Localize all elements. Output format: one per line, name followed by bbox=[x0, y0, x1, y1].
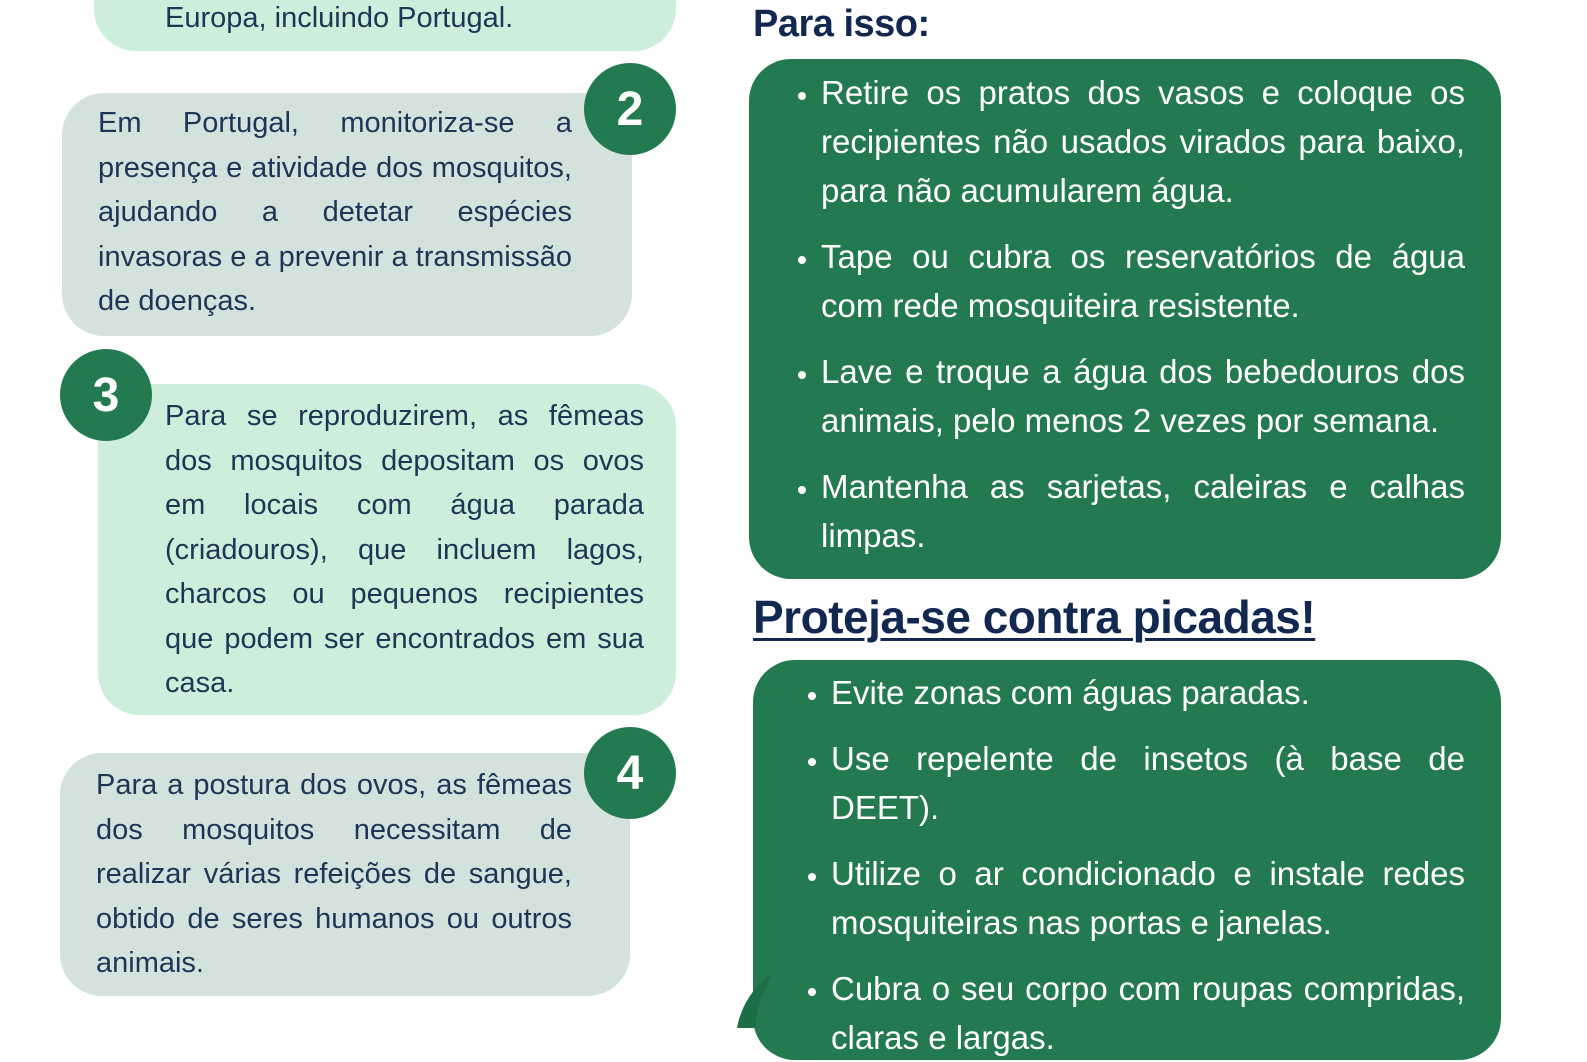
info-card-2 bbox=[62, 93, 632, 336]
step-number-4: 4 bbox=[584, 727, 676, 819]
info-card-1 bbox=[94, 0, 676, 51]
info-card-1-text: Europa, incluindo Portugal. bbox=[165, 2, 514, 34]
info-card-2-text: Em Portugal, monitoriza-se a presença e atividade dos mosquitos, ajudando a detetar espécies invasoras e a prevenir a transmissão de doenças. bbox=[98, 107, 572, 317]
prevention-list-item: • Retire os pratos dos vasos e coloque os recipientes não usados virados para baixo, para não acumularem água. bbox=[821, 68, 1465, 215]
prevention-list-item: • Lave e troque a água dos bebedouros dos animais, pelo menos 2 vezes por semana. bbox=[821, 347, 1465, 445]
prevention-list-item: • Tape ou cubra os reservatórios de água com rede mosquiteira resistente. bbox=[821, 232, 1465, 330]
step-number-3: 3 bbox=[60, 349, 152, 441]
protection-list-item: • Use repelente de insetos (à base de DEET). bbox=[831, 734, 1465, 832]
step-number-2: 2 bbox=[584, 63, 676, 155]
leaf-icon bbox=[733, 968, 793, 1028]
info-card-3 bbox=[98, 384, 676, 715]
info-card-3-text: Para se reproduzirem, as fêmeas dos mosquitos depositam os ovos em locais com água parada (criadouros), que incluem lagos, charcos ou pequenos recipientes que podem ser encontrados em sua casa. bbox=[165, 400, 644, 699]
prevention-list-item: • Mantenha as sarjetas, caleiras e calhas limpas. bbox=[821, 462, 1465, 560]
protection-list-box bbox=[753, 660, 1501, 1060]
prevention-list-box bbox=[749, 59, 1501, 579]
protection-list-item: • Cubra o seu corpo com roupas compridas, claras e largas. bbox=[831, 964, 1465, 1062]
section-heading-proteja-se: Proteja-se contra picadas! bbox=[753, 591, 1316, 643]
info-card-4-text: Para a postura dos ovos, as fêmeas dos mosquitos necessitam de realizar várias refeições de sangue, obtido de seres humanos ou outros animais. bbox=[96, 769, 572, 979]
protection-list bbox=[797, 668, 1465, 1062]
info-card-4 bbox=[60, 753, 630, 996]
section-heading-para-isso: Para isso: bbox=[753, 3, 930, 45]
protection-list-item: • Evite zonas com águas paradas. bbox=[831, 668, 1465, 717]
protection-list-item: • Utilize o ar condicionado e instale redes mosquiteiras nas portas e janelas. bbox=[831, 849, 1465, 947]
prevention-list bbox=[787, 68, 1465, 560]
